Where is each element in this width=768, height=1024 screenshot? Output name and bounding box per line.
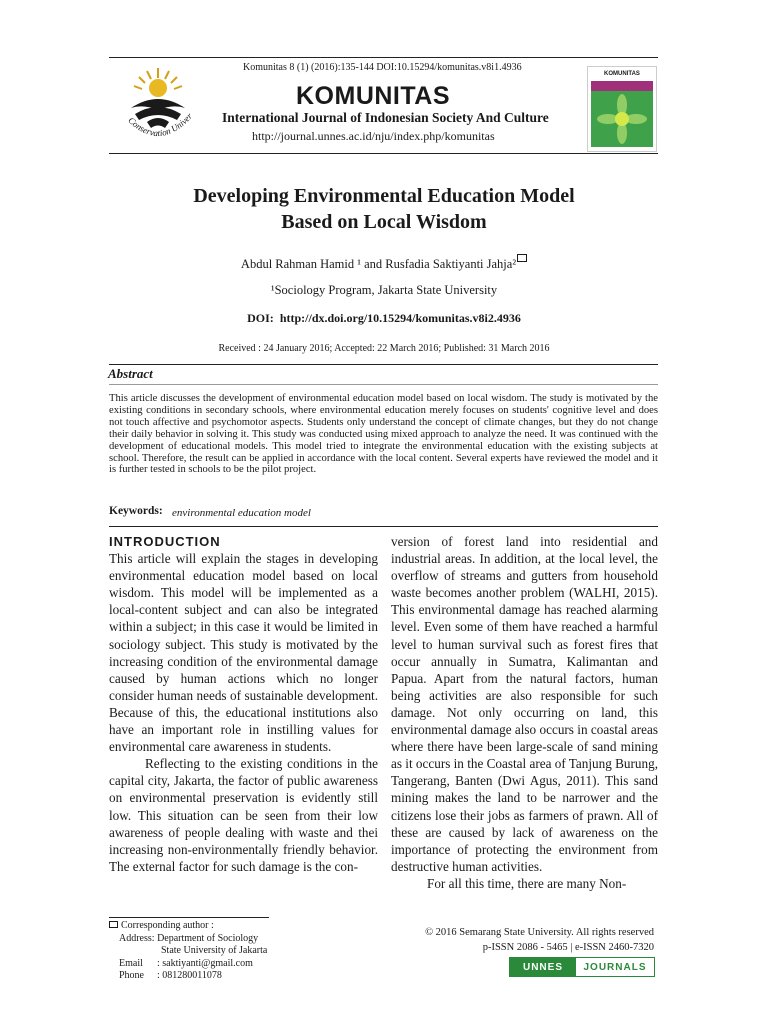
unnes-journals-badge[interactable]: UNNES JOURNALS <box>509 957 655 977</box>
introduction-heading: INTRODUCTION <box>109 534 221 549</box>
envelope-icon[interactable] <box>517 254 527 262</box>
conservation-university-logo-icon <box>113 64 203 146</box>
journal-meta: Komunitas 8 (1) (2016):135-144 DOI:10.15294/komunitas.v8i1.4936 <box>243 62 522 73</box>
top-rule <box>109 57 658 58</box>
cover-flower-icon <box>591 81 653 147</box>
keywords-label: Keywords: <box>109 505 163 517</box>
cover-title: KOMUNITAS <box>604 71 640 77</box>
paragraph: For all this time, there are many Non- <box>427 875 627 891</box>
author-email[interactable]: : saktiyanti@gmail.com <box>157 957 253 969</box>
journal-name: KOMUNITAS <box>296 82 451 110</box>
journal-cover <box>587 66 657 152</box>
paragraph: This article will explain the stages in developing environmental education model based on local wisdom. This model will be implemented as a local-content subject and can also be integrated within a subject; in this case it would be limited in sociology subject. This study is motivated by the increasing condition of the environmental damage caused by human actions which no longer consider human needs of sustainable development. Because of this, the educational institutions also have an important role in instilling values for environmental care awareness in students. <box>109 551 378 755</box>
affiliation: ¹Sociology Program, Jakarta State University <box>270 283 498 297</box>
svg-text:Conservation University: Conservation Univer <box>126 111 195 139</box>
envelope-icon <box>109 921 118 928</box>
abstract-heading: Abstract <box>108 366 153 381</box>
cover-art <box>591 81 653 147</box>
body-column-left <box>109 533 378 875</box>
footnote-rule <box>109 917 269 918</box>
paragraph: version of forest land into residential and industrial areas. In addition, at the local level, the overflow of streams and gutters from household waste becomes another problem (WALHI, 2015). This environmental damage has reached alarming level. Even some of them have reached a harmful level to human survival such as forest fires that occur annually in Sumatra, Kalimantan and Papua. Apart from the natural factors, human being activities are also responsible for such damage. Not only occurring on land, this environmental damage also occurs in coastal areas where there have been large-scale of sand mining as it occurs in the Coastal area of Tanjung Burung, Tangerang, Banten (Dwi Agus, 2011). This sand mining makes the land to be narrower and the citizens lose their jobs as farmers of prawn. All of these are caused by lack of awareness on the importance of protecting the environment from destructive human activities. <box>391 534 658 874</box>
journal-subtitle: International Journal of Indonesian Society And Culture <box>222 110 549 125</box>
journal-url[interactable]: http://journal.unnes.ac.id/nju/index.php/komunitas <box>252 129 495 143</box>
abstract-bottom-rule <box>109 526 658 527</box>
authors: Abdul Rahman Hamid ¹ and Rusfadia Saktiyanti Jahja² <box>0 254 768 272</box>
corresponding-author: Corresponding author : Address: Department of Sociology State University of Jakarta Email : saktiyanti@gmail.com Phone : 081280011078 <box>109 920 267 983</box>
body-column-right <box>391 533 658 892</box>
abstract-text: This article discusses the development of environmental education model based on local wisdom. The study is motivated by the existing conditions in secondary schools, where environmental education merely focuses on students' cognitive level and does not touch affective and psychomotor aspects. Students only understand the concept of climate changes, but they do not change their daily behavior in solving it. This study was conducted using mixed approach to analyze the need. It was continued with the development of educational models. This model tried to integrate the environmental education with the existing subjects at school. Therefore, the result can be applied in accordance with the local content. Several experts have reviewed the model and it is further tested in schools to be the pilot project. <box>109 393 658 476</box>
article-title: Developing Environmental Education Model Based on Local Wisdom <box>193 185 575 233</box>
abstract-heading-rule <box>109 384 658 385</box>
paragraph: Reflecting to the existing conditions in the capital city, Jakarta, the factor of public awareness on environmental preservation is evidently still low. This situation can be seen from their low awareness of people dealing with waste and thei increasing non-environmentally friendly behavior. The external factor for such damage is the con- <box>109 756 378 874</box>
received-dates: Received : 24 January 2016; Accepted: 22 March 2016; Published: 31 March 2016 <box>218 343 550 354</box>
header-bottom-rule <box>109 153 658 154</box>
university-logo <box>113 64 203 146</box>
doi-link[interactable]: http://dx.doi.org/10.15294/komunitas.v8i2.4936 <box>279 311 521 325</box>
copyright: © 2016 Semarang State University. All rights reserved p-ISSN 2086 - 5465 | e-ISSN 2460-7320 <box>425 927 654 953</box>
keywords-value: environmental education model <box>172 507 311 519</box>
abstract-top-rule <box>109 364 658 365</box>
doi: DOI: http://dx.doi.org/10.15294/komunitas.v8i2.4936 <box>247 311 521 325</box>
